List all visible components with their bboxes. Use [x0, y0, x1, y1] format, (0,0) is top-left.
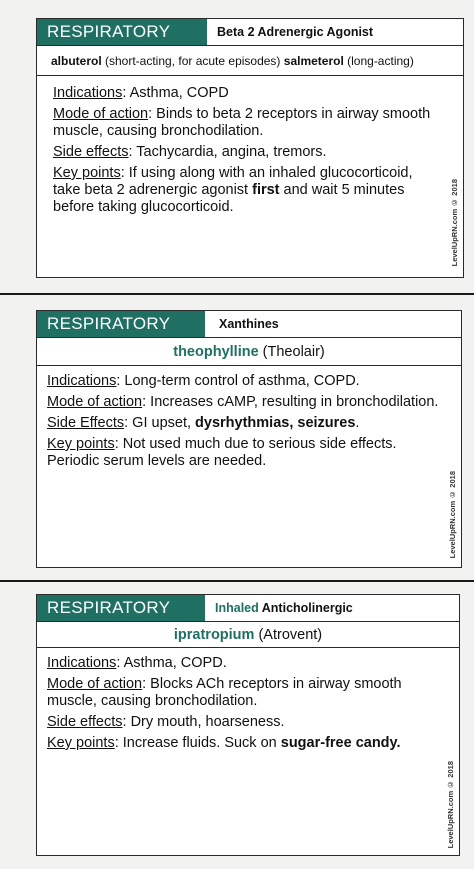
side-label: Side effects: [53, 144, 129, 160]
side-label: Side effects: [47, 714, 123, 730]
cut-line: [0, 293, 474, 295]
key-label: Key points: [47, 735, 115, 751]
key-points: [47, 436, 439, 470]
key-emphasis: first: [252, 182, 280, 198]
key-points: [53, 165, 441, 216]
side-text: : Tachycardia, angina, tremors.: [128, 144, 327, 160]
key-text: : If using along with an inhaled glucocorticoid, take beta 2 adrenergic agonist: [53, 165, 413, 198]
drug-card-anticholinergic: [36, 594, 460, 856]
indications-label: Indications: [53, 85, 123, 101]
indications-label: Indications: [47, 373, 117, 389]
indications-label: Indications: [47, 655, 117, 671]
side-text: : GI upset,: [124, 415, 196, 431]
brand-name: (Atrovent): [254, 626, 323, 643]
drug-card-beta2: [36, 18, 464, 278]
brand-watermark: LevelUpRN.com © 2018: [450, 179, 459, 267]
side-emphasis: dysrhythmias, seizures: [195, 415, 356, 431]
moa-text: : Blocks ACh receptors in airway smooth muscle, causing bronchodilation.: [47, 676, 402, 709]
key-text: .: [396, 735, 401, 751]
side-text: .: [355, 415, 360, 431]
key-label: Key points: [53, 165, 121, 181]
indications-text: : Asthma, COPD: [122, 85, 229, 101]
card-header: [37, 311, 461, 338]
brand-name: (Theolair): [258, 343, 325, 360]
card-body: [47, 655, 437, 756]
drug-class: [215, 595, 353, 621]
drug-name: salmeterol: [283, 53, 344, 68]
brand-watermark: LevelUpRN.com © 2018: [448, 471, 457, 559]
drug-note: (long-acting): [343, 53, 414, 68]
mode-of-action: [53, 106, 441, 140]
drug-name: albuterol: [51, 53, 102, 68]
card-body: [53, 85, 441, 220]
side-effects: [53, 144, 441, 161]
side-effects: [47, 714, 437, 731]
key-emphasis: sugar-free candy: [280, 735, 397, 751]
drug-note: (short-acting, for acute episodes): [101, 53, 284, 68]
brand-watermark: LevelUpRN.com © 2018: [446, 761, 455, 849]
indications-text: : Asthma, COPD.: [116, 655, 227, 671]
indications: [47, 655, 437, 672]
drug-card-xanthines: [36, 310, 462, 568]
mode-of-action: [47, 394, 439, 411]
category-tag: RESPIRATORY: [37, 19, 207, 45]
side-effects: [47, 415, 439, 432]
card-header: [37, 19, 463, 46]
moa-label: Mode of action: [47, 394, 143, 410]
key-label: Key points: [47, 436, 115, 452]
category-tag: RESPIRATORY: [37, 595, 205, 621]
drug-names: [37, 622, 459, 648]
drug-class-name: Anticholinergic: [258, 601, 353, 615]
card-body: [47, 373, 439, 474]
drug-class: Xanthines: [219, 317, 279, 331]
moa-label: Mode of action: [53, 106, 149, 122]
drug-class-qualifier: Inhaled: [215, 601, 259, 615]
moa-text: : Increases cAMP, resulting in bronchodilation.: [142, 394, 439, 410]
drug-name: ipratropium: [173, 626, 255, 643]
drug-class: Beta 2 Adrenergic Agonist: [217, 25, 374, 39]
drug-name: theophylline: [173, 343, 259, 360]
indications-text: : Long-term control of asthma, COPD.: [116, 373, 360, 389]
drug-names: [37, 338, 461, 366]
key-text: and wait 5 minutes before taking glucocorticoid.: [53, 182, 405, 215]
mode-of-action: [47, 676, 437, 710]
side-label: Side Effects: [47, 415, 125, 431]
side-text: : Dry mouth, hoarseness.: [122, 714, 285, 730]
indications: [47, 373, 439, 390]
moa-label: Mode of action: [47, 676, 143, 692]
card-header: [37, 595, 459, 622]
category-tag: RESPIRATORY: [37, 311, 205, 337]
key-points: [47, 735, 437, 752]
moa-text: : Binds to beta 2 receptors in airway smooth muscle, causing bronchodilation.: [53, 106, 431, 139]
indications: [53, 85, 441, 102]
cut-line: [0, 580, 474, 582]
key-text: : Increase fluids. Suck on: [114, 735, 281, 751]
key-text: : Not used much due to serious side effects. Periodic serum levels are needed.: [47, 436, 397, 469]
drug-names: [37, 46, 463, 76]
